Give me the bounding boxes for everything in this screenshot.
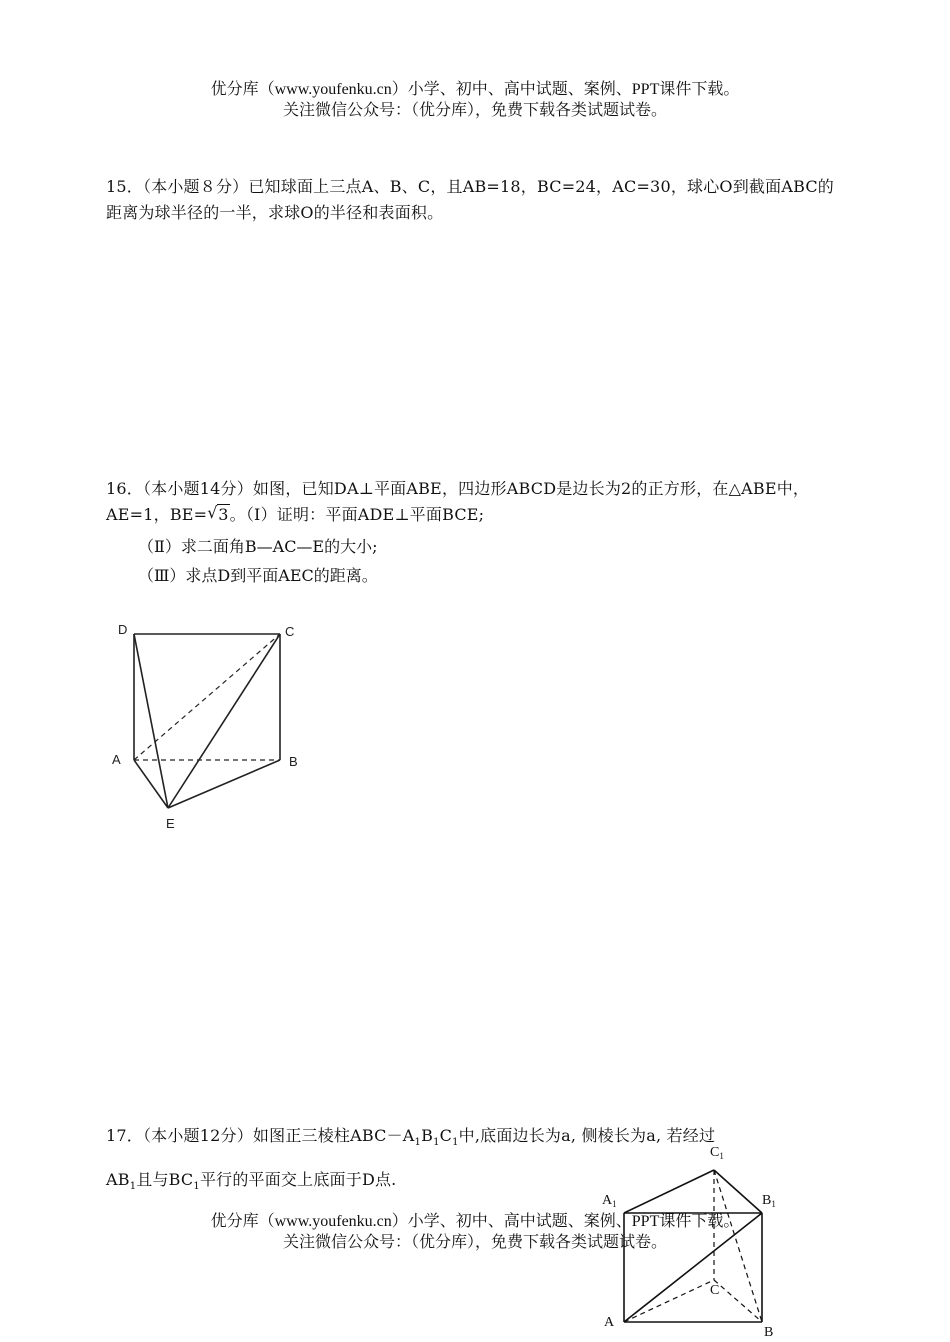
q16-line1-suffix: 。（Ⅰ）证明：平面ADE⊥平面BCE;	[229, 505, 485, 524]
question-15: 15．（本小题８分）已知球面上三点A、B、C，且AB=18，BC=24，AC=30，球心O到截面ABC的距离为球半径的一半，求球O的半径和表面积。	[106, 177, 834, 222]
edge-AC-hidden	[134, 634, 280, 760]
q16-part-3: （Ⅲ）求点D到平面AEC的距离。	[138, 566, 378, 585]
question-16	[106, 476, 848, 528]
label-C1: $C_1$	[710, 1145, 724, 1161]
label-E: E	[166, 816, 175, 831]
label-D: D	[118, 622, 128, 637]
q16-figure	[104, 612, 304, 834]
sqrt-three: √ 3	[207, 503, 229, 524]
edge-CE	[168, 634, 280, 808]
footer-line-2: 关注微信公众号：（优分库），免费下载各类试题试卷。	[282, 1234, 667, 1251]
label-B1: $B_1$	[762, 1193, 776, 1209]
label-A: A	[604, 1315, 615, 1330]
q16-part-2: （Ⅱ）求二面角B—AC—E的大小;	[138, 537, 378, 556]
edge-EB	[168, 760, 280, 808]
label-B: B	[764, 1325, 774, 1340]
label-C: C	[710, 1283, 720, 1298]
label-A1: $A_1$	[602, 1193, 617, 1209]
footer-line-1: 优分库（www.youfenku.cn）小学、初中、高中试题、案例、PPT课件下载。	[210, 1213, 740, 1230]
question-17-line-1: 17．（本小题12分）如图正三棱柱$ABC-A_1B_1C_1$中,底面边长为a, 侧棱长为a, 若经过	[106, 1126, 716, 1149]
edge-DE	[134, 634, 168, 808]
question-17-line-2: $AB_1$且与$BC_1$平行的平面交上底面于D点.	[106, 1170, 397, 1193]
header-line-1: 优分库（www.youfenku.cn）小学、初中、高中试题、案例、PPT课件下载。	[210, 81, 740, 98]
edge-A1C1	[624, 1170, 714, 1213]
label-A: A	[112, 752, 121, 767]
label-C: C	[285, 624, 295, 639]
header-line-2: 关注微信公众号：（优分库），免费下载各类试题试卷。	[282, 102, 667, 119]
label-B: B	[289, 754, 298, 769]
q16-line1-prefix: 16．（本小题14分）如图，已知DA⊥平面ABE，四边形ABCD是边长为2的正方形，在△ABE中，AE=1，BE=	[106, 479, 810, 524]
